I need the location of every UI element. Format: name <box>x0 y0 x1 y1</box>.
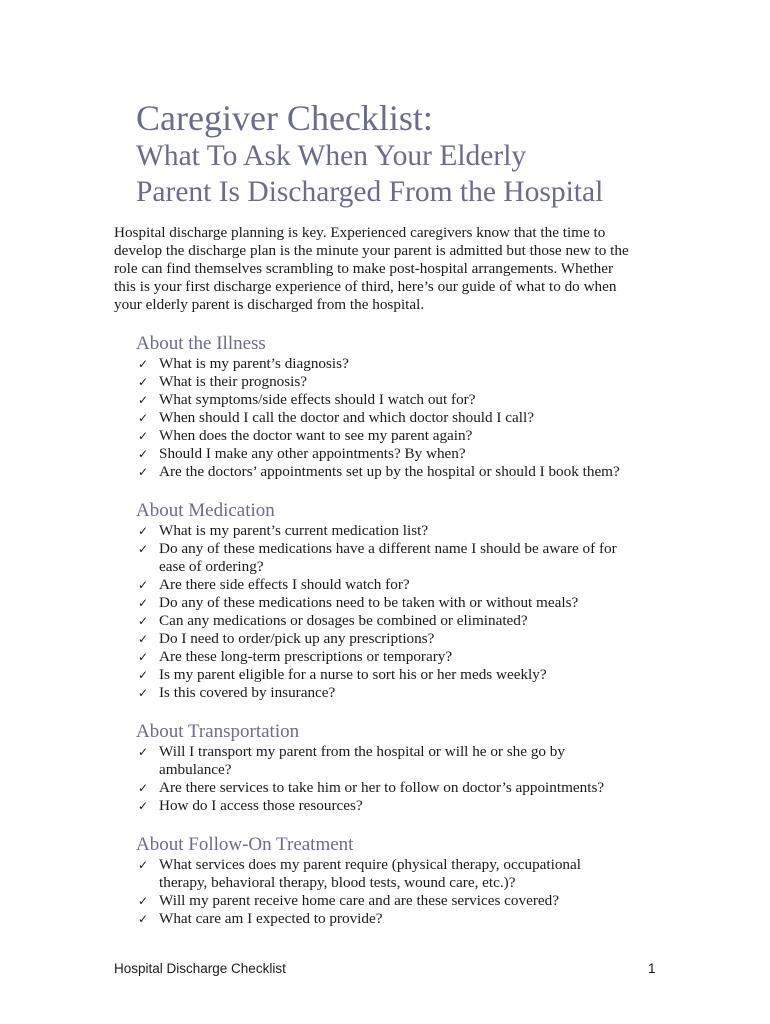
checklist-section <box>136 500 676 702</box>
checklist-item-text: Do I need to order/pick up any prescriptions? <box>159 630 435 647</box>
check-mark-icon: ✓ <box>138 465 149 479</box>
checklist-item-text: Are these long-term prescriptions or temporary? <box>159 648 453 665</box>
checklist-item-text: Do any of these medications have a different name I should be aware of for <box>159 540 617 557</box>
check-mark-icon: ✓ <box>138 686 149 700</box>
intro-line: Hospital discharge planning is key. Experienced caregivers know that the time to <box>114 224 606 241</box>
check-mark-icon: ✓ <box>138 429 149 443</box>
checklist-section <box>136 721 676 815</box>
check-mark-icon: ✓ <box>138 411 149 425</box>
check-mark-icon: ✓ <box>138 745 149 759</box>
checklist-item-text: ambulance? <box>159 761 232 778</box>
checklist-item <box>136 648 676 666</box>
checklist-item <box>136 522 676 540</box>
checklist-item-text: What symptoms/side effects should I watch out for? <box>159 391 476 408</box>
check-mark-icon: ✓ <box>138 668 149 682</box>
checklist-item-text: How do I access those resources? <box>159 797 363 814</box>
check-mark-icon: ✓ <box>138 357 149 371</box>
check-mark-icon: ✓ <box>138 632 149 646</box>
checklist-item <box>136 445 676 463</box>
checklist-item <box>136 630 676 648</box>
section-heading: About the Illness <box>136 333 266 354</box>
checklist-item-text: What is their prognosis? <box>159 373 308 390</box>
footer-title: Hospital Discharge Checklist <box>114 961 286 976</box>
checklist-item <box>136 594 676 612</box>
checklist-item-text: What care am I expected to provide? <box>159 910 383 927</box>
check-mark-icon: ✓ <box>138 393 149 407</box>
checklist-section <box>136 834 676 928</box>
check-mark-icon: ✓ <box>138 447 149 461</box>
checklist-item-text: Will I transport my parent from the hospital or will he or she go by <box>159 743 565 760</box>
checklist <box>136 743 676 815</box>
check-mark-icon: ✓ <box>138 542 149 556</box>
check-mark-icon: ✓ <box>138 894 149 908</box>
checklist-item <box>136 797 676 815</box>
checklist-item <box>136 743 676 779</box>
checklist-item <box>136 355 676 373</box>
checklist <box>136 355 676 481</box>
checklist-item-text: Can any medications or dosages be combined or eliminated? <box>159 612 528 629</box>
intro-line: this is your first discharge experience of third, here’s our guide of what to do when <box>114 278 617 295</box>
checklist-item-text: therapy, behavioral therapy, blood tests, wound care, etc.)? <box>159 874 516 891</box>
check-mark-icon: ✓ <box>138 858 149 872</box>
section-heading: About Medication <box>136 500 275 521</box>
checklist-item-text: Are there side effects I should watch for? <box>159 576 410 593</box>
checklist-item-text: Are there services to take him or her to follow on doctor’s appointments? <box>159 779 605 796</box>
section-heading: About Follow-On Treatment <box>136 834 354 855</box>
checklist-item <box>136 409 676 427</box>
checklist-item <box>136 463 676 481</box>
check-mark-icon: ✓ <box>138 912 149 926</box>
checklist-item <box>136 666 676 684</box>
check-mark-icon: ✓ <box>138 781 149 795</box>
check-mark-icon: ✓ <box>138 614 149 628</box>
check-mark-icon: ✓ <box>138 578 149 592</box>
checklist-item-text: When does the doctor want to see my parent again? <box>159 427 473 444</box>
checklist-item-text: ease of ordering? <box>159 558 264 575</box>
check-mark-icon: ✓ <box>138 524 149 538</box>
intro-line: develop the discharge plan is the minute your parent is admitted but those new to the <box>114 242 629 259</box>
checklist-item-text: When should I call the doctor and which doctor should I call? <box>159 409 534 426</box>
checklist-item <box>136 427 676 445</box>
checklist-item-text: Do any of these medications need to be taken with or without meals? <box>159 594 579 611</box>
checklist-item <box>136 779 676 797</box>
checklist-item-text: Are the doctors’ appointments set up by the hospital or should I book them? <box>159 463 620 480</box>
checklist-item-text: What is my parent’s current medication list? <box>159 522 429 539</box>
subtitle-line: Parent Is Discharged From the Hospital <box>136 176 604 208</box>
checklist-item-text: What is my parent’s diagnosis? <box>159 355 349 372</box>
checklist <box>136 522 676 702</box>
section-heading: About Transportation <box>136 721 300 742</box>
checklist-item-text: Will my parent receive home care and are these services covered? <box>159 892 559 909</box>
subtitle-line: What To Ask When Your Elderly <box>136 140 527 172</box>
document-subtitle <box>136 138 603 210</box>
intro-paragraph <box>114 224 674 314</box>
document-title: Caregiver Checklist: <box>136 98 433 138</box>
checklist-item <box>136 391 676 409</box>
checklist-item <box>136 684 676 702</box>
intro-line: your elderly parent is discharged from the hospital. <box>114 296 425 313</box>
checklist-item <box>136 892 676 910</box>
checklist-item <box>136 576 676 594</box>
checklist-item-text: Is my parent eligible for a nurse to sort his or her meds weekly? <box>159 666 547 683</box>
checklist-item-text: Should I make any other appointments? By when? <box>159 445 466 462</box>
check-mark-icon: ✓ <box>138 596 149 610</box>
intro-line: role can find themselves scrambling to make post-hospital arrangements. Whether <box>114 260 614 277</box>
checklist-item <box>136 612 676 630</box>
checklist-item <box>136 856 676 892</box>
page-number: 1 <box>648 961 656 976</box>
checklist-section <box>136 333 676 481</box>
checklist-item <box>136 373 676 391</box>
checklist-item-text: What services does my parent require (physical therapy, occupational <box>159 856 581 873</box>
check-mark-icon: ✓ <box>138 375 149 389</box>
check-mark-icon: ✓ <box>138 650 149 664</box>
checklist <box>136 856 676 928</box>
checklist-item <box>136 540 676 576</box>
checklist-item-text: Is this covered by insurance? <box>159 684 336 701</box>
checklist-item <box>136 910 676 928</box>
check-mark-icon: ✓ <box>138 799 149 813</box>
